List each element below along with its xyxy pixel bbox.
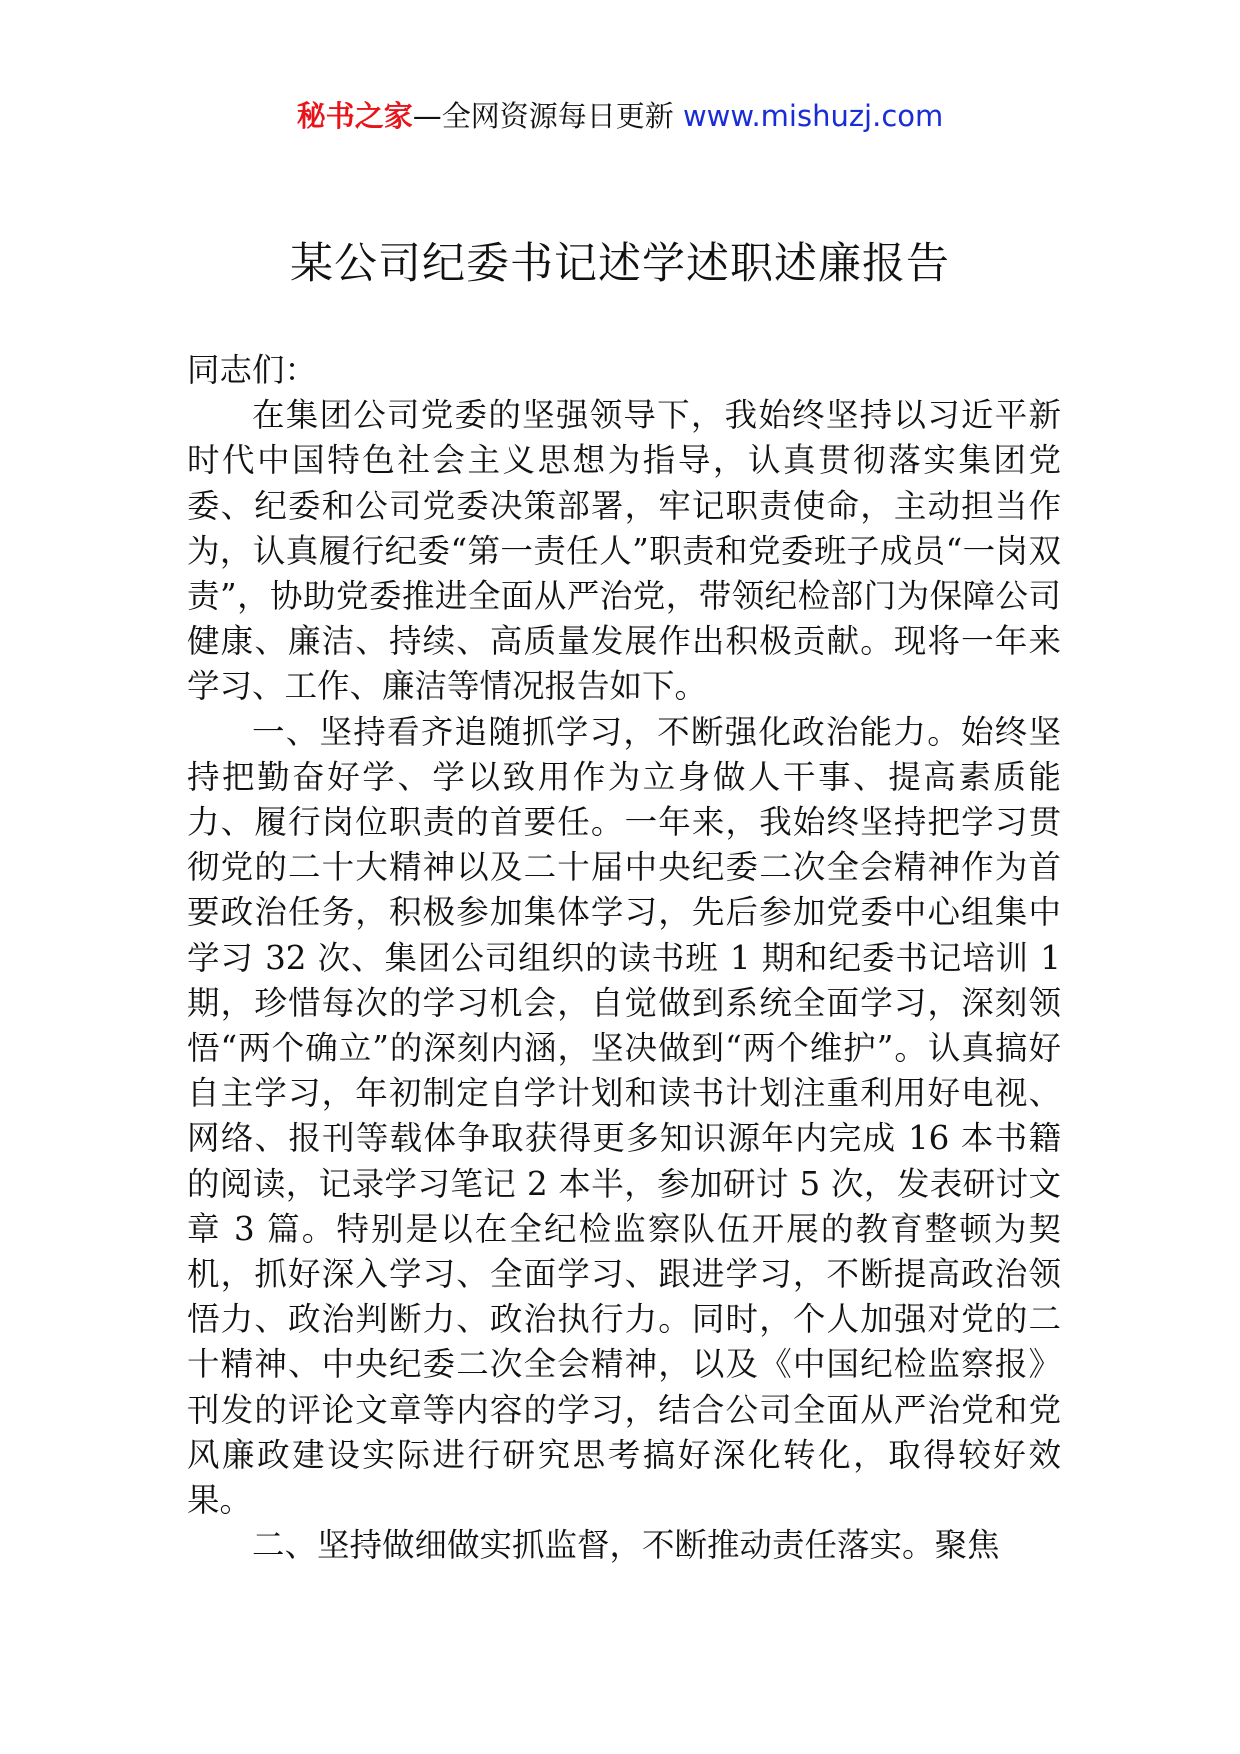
section-heading: 二、坚持做细做实抓监督，不断推动责任落实。 xyxy=(252,1526,935,1565)
document-title: 某公司纪委书记述学述职述廉报告 xyxy=(290,239,950,289)
paragraph-section-two xyxy=(187,1523,1061,1568)
paragraph-intro xyxy=(187,393,1061,709)
document-body xyxy=(187,348,1061,1568)
paragraph-text: 在集团公司党委的坚强领导下，我始终坚持以习近平新时代中国特色社会主义思想为指导，认真贯彻落实集团党委、纪委和公司党委决策部署，牢记职责使命，主动担当作为，认真履行纪委“第一责任人”职责和党委班子成员“一岗双责”，协助党委推进全面从严治党，带领纪检部门为保障公司健康、廉洁、持续、高质量发展作出积极贡献。现将一年来学习、工作、廉洁等情况报告如下。 xyxy=(187,396,1061,706)
site-slogan: —全网资源每日更新 xyxy=(412,99,674,133)
paragraph-section-one xyxy=(187,710,1061,1524)
site-url-link[interactable]: www.mishuzj.com xyxy=(682,99,944,133)
paragraph-text: 始终坚持把勤奋好学、学以致用作为立身做人干事、提高素质能力、履行岗位职责的首要任。一年来，我始终坚持把学习贯彻党的二十大精神以及二十届中央纪委二次全会精神作为首要政治任务，积极参加集体学习，先后参加党委中心组集中学习 32 次、集团公司组织的读书班 1 期和纪委书记培训 1 期，珍惜每次的学习机会，自觉做到系统全面学习，深刻领悟“两个确立”的深刻内涵，坚决做到“两个维护”。认真搞好自主学习，年初制定自学计划和读书计划注重利用好电视、网络、报刊等载体争取获得更多知识源年内完成 16 本书籍的阅读，记录学习笔记 2 本半，参加研讨 5 次，发表研讨文章 3 篇。特别是以在全纪检监察队伍开展的教育整顿为契机，抓好深入学习、全面学习、跟进学习，不断提高政治领悟力、政治判断力、政治执行力。同时，个人加强对党的二十精神、中央纪委二次全会精神，以及《中国纪检监察报》刊发的评论文章等内容的学习，结合公司全面从严治党和党风廉政建设实际进行研究思考搞好深化转化，取得较好效果。 xyxy=(187,712,1061,1520)
salutation: 同志们： xyxy=(187,351,318,389)
paragraph-text: 聚焦 xyxy=(934,1526,1000,1565)
site-brand-name: 秘书之家 xyxy=(296,99,413,133)
section-heading: 一、坚持看齐追随抓学习，不断强化政治能力。 xyxy=(252,712,961,751)
site-header-banner xyxy=(0,96,1240,136)
